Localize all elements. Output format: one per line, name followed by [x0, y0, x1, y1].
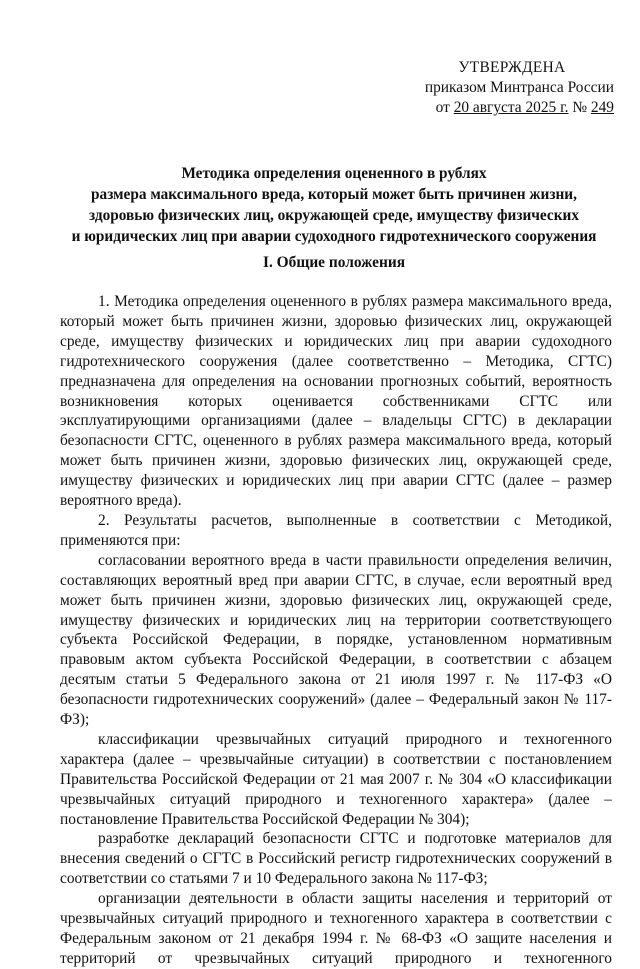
approval-date-prefix: от [435, 99, 454, 116]
title-line-3: здоровью физических лиц, окружающей среде, имуществу физических [89, 207, 579, 224]
title-line-4: и юридических лиц при аварии судоходного гидротехнического сооружения [71, 228, 597, 245]
paragraph-6: организации деятельности в области защиты населения и территорий от чрезвычайных ситуаций природного и техногенного характера в соответствии с Федеральным законом от 21 декабря 1994 г. № 68-ФЗ «О защите населения и территорий от чрезвычайных ситуаций природного и техногенного [60, 890, 612, 967]
paragraph-3: согласовании вероятного вреда в части правильности определения величин, составляющих вероятный вред при аварии СГТС, в случае, если вероятный вред может быть причинен жизни, здоровью физических лиц, окружающей среде, имуществу физических и юридических лиц на территории соответствующего субъекта Российской Федерации, в порядке, установленном нормативным правовым актом субъекта Российской Федерации, в соответствии с абзацем десятым статьи 5 Федерального закона от 21 июля 1997 г. № 117-ФЗ «О безопасности гидротехнических сооружений» (далее – Федеральный закон № 117-ФЗ); [60, 551, 612, 729]
paragraph-5: разработке деклараций безопасности СГТС и подготовке материалов для внесения сведений о СГТС в Российский регистр гидротехнических сооружений в соответствии со статьями 7 и 10 Федерального закона № 117-ФЗ; [60, 830, 612, 888]
section-heading: I. Общие положения [262, 254, 406, 271]
document-body [60, 292, 612, 969]
title-line-1: Методика определения оцененного в рублях [181, 165, 487, 182]
document-title [60, 163, 608, 247]
approval-issuer: приказом Минтранса России [424, 79, 614, 96]
approval-date-line [350, 98, 614, 118]
approval-stamp [350, 58, 614, 118]
title-line-2: размера максимального вреда, который может быть причинен жизни, [91, 186, 577, 203]
approval-title: УТВЕРЖДЕНА [458, 59, 566, 76]
approval-number: 249 [590, 99, 614, 116]
paragraph-2: 2. Результаты расчетов, выполненные в соответствии с Методикой, применяются при: [60, 511, 612, 549]
paragraph-4: классификации чрезвычайных ситуаций природного и техногенного характера (далее – чрезвычайные ситуации) в соответствии с постановлением Правительства Российской Федерации от 21 мая 2007 г. № 304 «О классификации чрезвычайных ситуаций природного и техногенного характера» (далее – постановление Правительства Российской Федерации № 304); [60, 730, 612, 828]
approval-date: 20 августа 2025 г. [453, 99, 569, 116]
approval-number-prefix: № [568, 99, 591, 116]
paragraph-1: 1. Методика определения оцененного в рублях размера максимального вреда, который может быть причинен жизни, здоровью физических лиц, окружающей среде, имуществу физических и юридических лиц при аварии судоходного гидротехнического сооружения (далее соответственно – Методика, СГТС) предназначена для определения на основании прогнозных событий, вероятность возникновения которых оценивается собственниками СГТС или эксплуатирующими организациями (далее – владельцы СГТС) в декларации безопасности СГТС, оцененного в рублях размера максимального вреда, который может быть причинен жизни, здоровью физических лиц, окружающей среде, имуществу физических и юридических лиц при аварии СГТС (далее – размер вероятного вреда). [60, 293, 612, 510]
